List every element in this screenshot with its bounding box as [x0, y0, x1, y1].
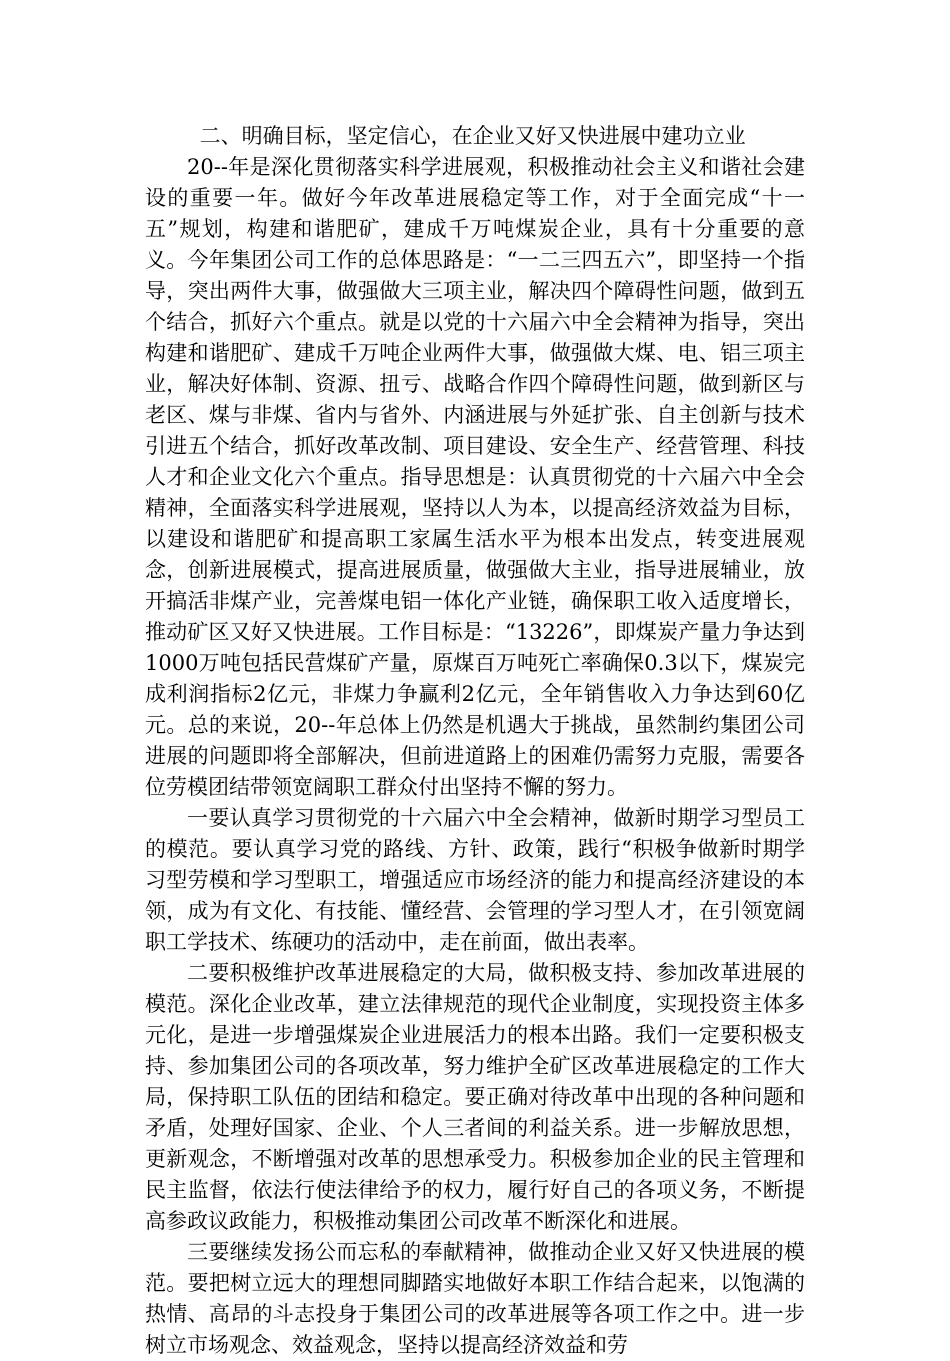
document-body — [145, 121, 805, 1361]
paragraph-point-one: 一要认真学习贯彻党的十六届六中全会精神，做新时期学习型员工的模范。要认真学习党的路线、方针、政策，践行“积极争做新时期学习型劳模和学习型职工，增强适应市场经济的能力和提高经济建设的本领，成为有文化、有技能、懂经营、会管理的学习型人才，在引领宽阔职工学技术、练硬功的活动中，走在前面，做出表率。 — [145, 806, 805, 954]
paragraph-point-three: 三要继续发扬公而忘私的奉献精神，做推动企业又好又快进展的模范。要把树立远大的理想同脚踏实地做好本职工作结合起来，以饱满的热情、高昂的斗志投身于集团公司的改革进展等各项工作之中。进一步树立市场观念、效益观念，坚持以提高经济效益和劳 — [145, 1240, 805, 1357]
paragraph-point-two: 二要积极维护改革进展稳定的大局，做积极支持、参加改革进展的模范。深化企业改革，建立法律规范的现代企业制度，实现投资主体多元化，是进一步增强煤炭企业进展活力的根本出路。我们一定要积极支持、参加集团公司的各项改革，努力维护全矿区改革进展稳定的工作大局，保持职工队伍的团结和稳定。要正确对待改革中出现的各种问题和矛盾，处理好国家、企业、个人三者间的利益关系。进一步解放思想，更新观念，不断增强对改革的思想承受力。积极参加企业的民主管理和民主监督，依法行使法律给予的权力，履行好自己的各项义务，不断提高参政议政能力，积极推动集团公司改革不断深化和进展。 — [145, 961, 805, 1233]
section-heading: 二、明确目标，坚定信心，在企业又好又快进展中建功立业 — [199, 124, 746, 148]
paragraph-overview: 20--年是深化贯彻落实科学进展观，积极推动社会主义和谐社会建设的重要一年。做好今年改革进展稳定等工作，对于全面完成“十一五”规划，构建和谐肥矿，建成千万吨煤炭企业，具有十分重要的意义。今年集团公司工作的总体思路是：“一二三四五六”，即坚持一个指导，突出两件大事，做强做大三项主业，解决四个障碍性问题，做到五个结合，抓好六个重点。就是以党的十六届六中全会精神为指导，突出构建和谐肥矿、建成千万吨企业两件大事，做强做大煤、电、铝三项主业，解决好体制、资源、扭亏、战略合作四个障碍性问题，做到新区与老区、煤与非煤、省内与省外、内涵进展与外延扩张、自主创新与技术引进五个结合，抓好改革改制、项目建设、安全生产、经营管理、科技人才和企业文化六个重点。指导思想是：认真贯彻党的十六届六中全会精神，全面落实科学进展观，坚持以人为本，以提高经济效益为目标，以建设和谐肥矿和提高职工家属生活水平为根本出发点，转变进展观念，创新进展模式，提高进展质量，做强做大主业，指导进展辅业，放开搞活非煤产业，完善煤电铝一体化产业链，确保职工收入适度增长，推动矿区又好又快进展。工作目标是：“13226”，即煤炭产量力争达到1000万吨包括民营煤矿产量，原煤百万吨死亡率确保0.3以下，煤炭完成利润指标2亿元，非煤力争赢利2亿元，全年销售收入力争达到60亿元。总的来说，20--年总体上仍然是机遇大于挑战，虽然制约集团公司进展的问题即将全部解决，但前进道路上的困难仍需努力克服，需要各位劳模团结带领宽阔职工群众付出坚持不懈的努力。 — [145, 155, 805, 799]
